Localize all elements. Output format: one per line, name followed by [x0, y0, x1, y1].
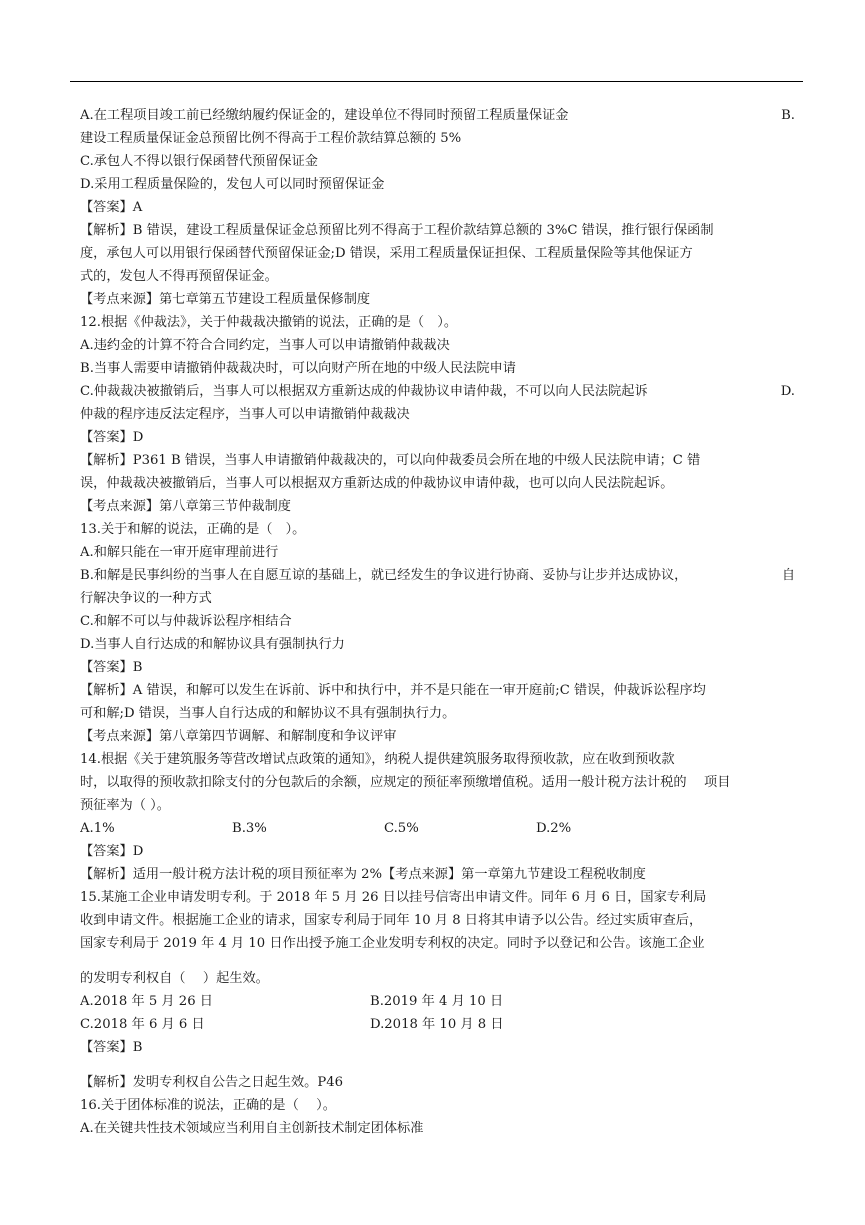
options-row: [80, 1013, 795, 1036]
option-item: B.2019 年 4 月 10 日: [370, 994, 504, 1009]
option-item: D.2%: [536, 821, 572, 836]
text-line: 行解决争议的一种方式: [80, 591, 212, 606]
text-line: [80, 380, 795, 403]
text-line: 【解析】B 错误，建设工程质量保证金总预留比列不得高于工程价款结算总额的 3%C 错误，推行银行保函制: [80, 223, 714, 238]
options-row: [80, 817, 795, 840]
paragraph-gap: [80, 955, 795, 967]
text-line: C.和解不可以与仲裁诉讼程序相结合: [80, 614, 292, 629]
text-line: 【答案】D: [80, 844, 144, 859]
text-line: 建设工程质量保证金总预留比例不得高于工程价款结算总额的 5%: [80, 131, 462, 146]
text-line: 16.关于团体标准的说法，正确的是（ ）。: [80, 1098, 336, 1113]
text-line: [80, 104, 795, 127]
text-segment: C.仲裁裁决被撤销后，当事人可以根据双方重新达成的仲裁协议申请仲裁，不可以向人民法院起诉: [80, 384, 648, 399]
text-line: 可和解;D 错误，当事人自行达成的和解协议不具有强制执行力。: [80, 706, 456, 721]
text-line: 14.根据《关于建筑服务等营改增试点政策的通知》，纳税人提供建筑服务取得预收款，应在收到预收款: [80, 752, 675, 767]
text-line: D.当事人自行达成的和解协议具有强制执行力: [80, 637, 345, 652]
text-line: [80, 564, 795, 587]
text-line: 度，承包人可以用银行保函替代预留保证金;D 错误，采用工程质量保证担保、工程质量保险等其他保证方: [80, 246, 693, 261]
option-item: D.2018 年 10 月 8 日: [370, 1017, 504, 1032]
option-item: A.1%: [80, 821, 115, 836]
text-line: 预征率为（ ）。: [80, 798, 170, 813]
text-line: B.当事人需要申请撤销仲裁裁决时，可以向财产所在地的中级人民法院申请: [80, 361, 516, 376]
document-body: [80, 104, 795, 1140]
text-line: 国家专利局于 2019 年 4 月 10 日作出授予施工企业发明专利权的决定。同时予以登记和公告。该施工企业: [80, 936, 705, 951]
text-line: A.在关键共性技术领域应当利用自主创新技术制定团体标准: [80, 1121, 424, 1136]
option-item: B.3%: [232, 821, 267, 836]
text-line: 【答案】D: [80, 430, 144, 445]
text-line: 【答案】A: [80, 200, 143, 215]
text-line: C.承包人不得以银行保函替代预留保证金: [80, 154, 318, 169]
text-line: 【答案】B: [80, 660, 143, 675]
text-line: 【解析】发明专利权自公告之日起生效。P46: [80, 1075, 344, 1090]
text-line: 收到申请文件。根据施工企业的请求，国家专利局于同年 10 月 8 日将其申请予以公告。经过实质审查后，: [80, 913, 703, 928]
option-item: C.5%: [384, 821, 419, 836]
text-line: A.和解只能在一审开庭审理前进行: [80, 545, 279, 560]
text-segment: A.在工程项目竣工前已经缴纳履约保证金的，建设单位不得同时预留工程质量保证金: [80, 108, 569, 123]
text-line: 【考点来源】第八章第三节仲裁制度: [80, 499, 291, 514]
text-line: 【解析】A 错误，和解可以发生在诉前、诉中和执行中，并不是只能在一审开庭前;C 错误，仲裁诉讼程序均: [80, 683, 706, 698]
text-segment: D.: [780, 384, 795, 399]
options-row: [80, 990, 795, 1013]
text-line: 仲裁的程序违反法定程序，当事人可以申请撤销仲裁裁决: [80, 407, 410, 422]
header-rule: [70, 81, 803, 82]
text-line: 误，仲裁裁决被撤销后，当事人可以根据双方重新达成的仲裁协议申请仲裁，也可以向人民法院起诉。: [80, 476, 674, 491]
paragraph-gap: [80, 1059, 795, 1071]
text-line: 式的，发包人不得再预留保证金。: [80, 269, 278, 284]
text-line: 【答案】B: [80, 1040, 143, 1055]
text-line: 【解析】P361 B 错误，当事人申请撤销仲裁裁决的，可以向仲裁委员会所在地的中级人民法院申请；C 错: [80, 453, 701, 468]
text-line: 【考点来源】第八章第四节调解、和解制度和争议评审: [80, 729, 397, 744]
text-segment: 自: [781, 568, 795, 583]
text-segment: B.和解是民事纠纷的当事人在自愿互谅的基础上，就已经发生的争议进行协商、妥协与让步并达成协议，: [80, 568, 688, 583]
option-item: A.2018 年 5 月 26 日: [80, 994, 213, 1009]
text-line: 【解析】适用一般计税方法计税的项目预征率为 2%【考点来源】第一章第九节建设工程税收制度: [80, 867, 646, 882]
text-line: 12.根据《仲裁法》，关于仲裁裁决撤销的说法，正确的是（ ）。: [80, 315, 458, 330]
text-line: D.采用工程质量保险的，发包人可以同时预留保证金: [80, 177, 385, 192]
text-line: A.违约金的计算不符合合同约定，当事人可以申请撤销仲裁裁决: [80, 338, 450, 353]
text-line: 13.关于和解的说法，正确的是（ ）。: [80, 522, 306, 537]
text-line: 时，以取得的预收款扣除支付的分包款后的余额，应规定的预征率预缴增值税。适用一般计税方法计税的 项目: [80, 775, 731, 790]
option-item: C.2018 年 6 月 6 日: [80, 1017, 205, 1032]
text-line: 15.某施工企业申请发明专利。于 2018 年 5 月 26 日以挂号信寄出申请文件。同年 6 月 6 日，国家专利局: [80, 890, 707, 905]
text-segment: B.: [781, 108, 795, 123]
text-line: 【考点来源】第七章第五节建设工程质量保修制度: [80, 292, 371, 307]
text-line: 的发明专利权自（ ）起生效。: [80, 971, 269, 986]
